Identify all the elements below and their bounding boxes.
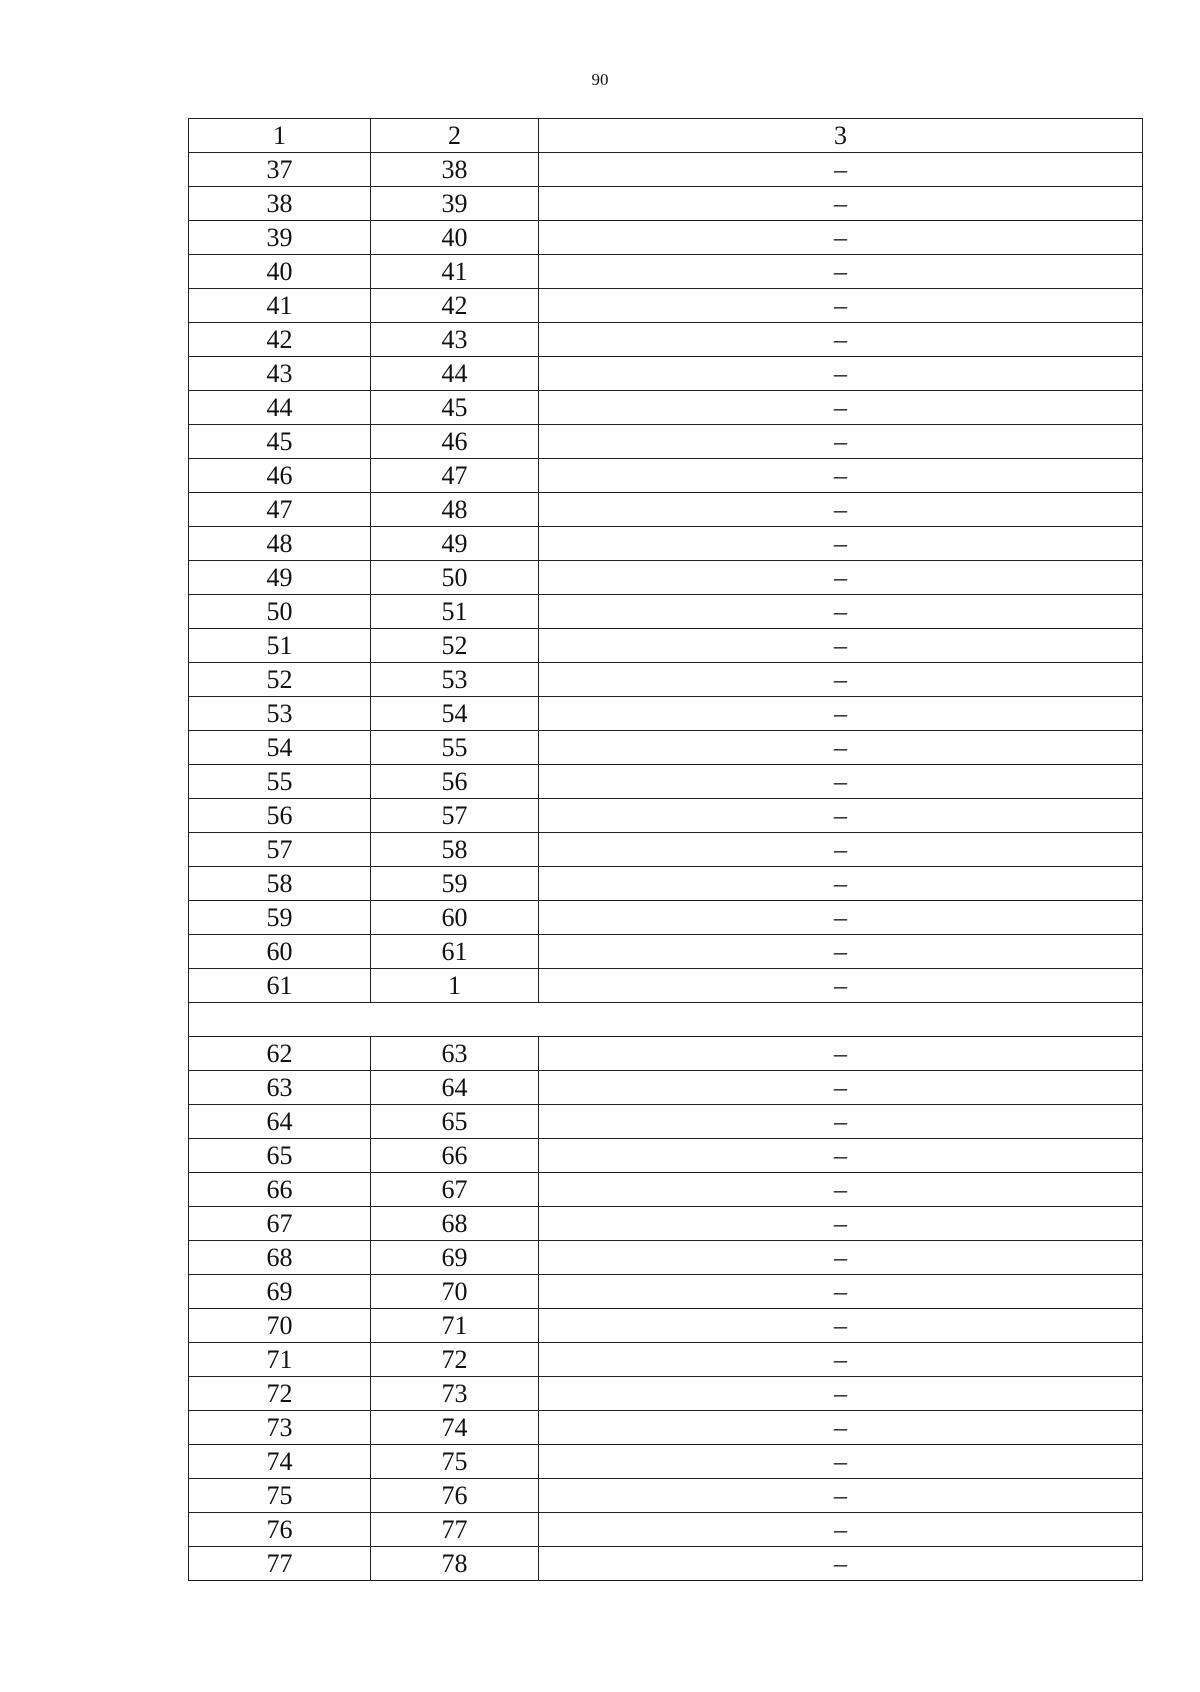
cell-value: – bbox=[539, 1513, 1143, 1547]
cell-to: 67 bbox=[371, 1173, 539, 1207]
cell-from: 51 bbox=[189, 629, 371, 663]
cell-from: 47 bbox=[189, 493, 371, 527]
cell-value: – bbox=[539, 357, 1143, 391]
cell-from: 65 bbox=[189, 1139, 371, 1173]
cell-value: – bbox=[539, 493, 1143, 527]
cell-value: – bbox=[539, 901, 1143, 935]
cell-from: 46 bbox=[189, 459, 371, 493]
cell-value: – bbox=[539, 799, 1143, 833]
cell-from: 43 bbox=[189, 357, 371, 391]
table-row bbox=[189, 153, 1143, 187]
cell-value: – bbox=[539, 1479, 1143, 1513]
cell-to: 59 bbox=[371, 867, 539, 901]
cell-to: 76 bbox=[371, 1479, 539, 1513]
cell-to: 45 bbox=[371, 391, 539, 425]
cell-to: 42 bbox=[371, 289, 539, 323]
cell-to: 50 bbox=[371, 561, 539, 595]
cell-value: – bbox=[539, 1105, 1143, 1139]
cell-to: 77 bbox=[371, 1513, 539, 1547]
table-row bbox=[189, 357, 1143, 391]
cell-from: 52 bbox=[189, 663, 371, 697]
cell-value: – bbox=[539, 425, 1143, 459]
table-row bbox=[189, 969, 1143, 1003]
cell-value: – bbox=[539, 1037, 1143, 1071]
cell-to: 72 bbox=[371, 1343, 539, 1377]
cell-from: 48 bbox=[189, 527, 371, 561]
table-row bbox=[189, 1105, 1143, 1139]
cell-from: 41 bbox=[189, 289, 371, 323]
cell-from: 68 bbox=[189, 1241, 371, 1275]
cell-from: 77 bbox=[189, 1547, 371, 1581]
table-row bbox=[189, 935, 1143, 969]
cell-to: 73 bbox=[371, 1377, 539, 1411]
table-row bbox=[189, 1411, 1143, 1445]
cell-from: 61 bbox=[189, 969, 371, 1003]
cell-to: 44 bbox=[371, 357, 539, 391]
cell-from: 63 bbox=[189, 1071, 371, 1105]
table-row bbox=[189, 221, 1143, 255]
cell-to: 38 bbox=[371, 153, 539, 187]
cell-from: 67 bbox=[189, 1207, 371, 1241]
table-row bbox=[189, 493, 1143, 527]
cell-from: 55 bbox=[189, 765, 371, 799]
table-row bbox=[189, 323, 1143, 357]
table-row bbox=[189, 697, 1143, 731]
cell-from: 60 bbox=[189, 935, 371, 969]
cell-value: – bbox=[539, 391, 1143, 425]
table-row bbox=[189, 1139, 1143, 1173]
cell-value: – bbox=[539, 289, 1143, 323]
separator-cell bbox=[189, 1003, 1143, 1037]
cell-from: 57 bbox=[189, 833, 371, 867]
table-row bbox=[189, 425, 1143, 459]
cell-from: 45 bbox=[189, 425, 371, 459]
cell-value: – bbox=[539, 1411, 1143, 1445]
cell-to: 51 bbox=[371, 595, 539, 629]
table-row bbox=[189, 765, 1143, 799]
header-cell-col3: 3 bbox=[539, 119, 1143, 153]
cell-value: – bbox=[539, 1275, 1143, 1309]
cell-to: 63 bbox=[371, 1037, 539, 1071]
cell-from: 44 bbox=[189, 391, 371, 425]
table-row bbox=[189, 391, 1143, 425]
cell-value: – bbox=[539, 867, 1143, 901]
cell-from: 39 bbox=[189, 221, 371, 255]
cell-from: 37 bbox=[189, 153, 371, 187]
table-row bbox=[189, 1241, 1143, 1275]
cell-value: – bbox=[539, 323, 1143, 357]
cell-from: 72 bbox=[189, 1377, 371, 1411]
header-cell-col1: 1 bbox=[189, 119, 371, 153]
cell-from: 69 bbox=[189, 1275, 371, 1309]
table-row bbox=[189, 629, 1143, 663]
header-cell-col2: 2 bbox=[371, 119, 539, 153]
table-header-row bbox=[189, 119, 1143, 153]
cell-to: 71 bbox=[371, 1309, 539, 1343]
table-row bbox=[189, 561, 1143, 595]
table-row bbox=[189, 1173, 1143, 1207]
cell-to: 61 bbox=[371, 935, 539, 969]
cell-to: 58 bbox=[371, 833, 539, 867]
cell-to: 47 bbox=[371, 459, 539, 493]
table-row bbox=[189, 1309, 1143, 1343]
cell-to: 68 bbox=[371, 1207, 539, 1241]
cell-value: – bbox=[539, 833, 1143, 867]
cell-from: 70 bbox=[189, 1309, 371, 1343]
cell-value: – bbox=[539, 969, 1143, 1003]
cell-value: – bbox=[539, 629, 1143, 663]
cell-to: 74 bbox=[371, 1411, 539, 1445]
cell-to: 49 bbox=[371, 527, 539, 561]
cell-to: 66 bbox=[371, 1139, 539, 1173]
cell-from: 66 bbox=[189, 1173, 371, 1207]
cell-value: – bbox=[539, 1343, 1143, 1377]
cell-from: 58 bbox=[189, 867, 371, 901]
cell-to: 65 bbox=[371, 1105, 539, 1139]
cell-to: 69 bbox=[371, 1241, 539, 1275]
table-row bbox=[189, 1479, 1143, 1513]
cell-to: 53 bbox=[371, 663, 539, 697]
data-table bbox=[188, 118, 1143, 1581]
table-row bbox=[189, 663, 1143, 697]
cell-value: – bbox=[539, 561, 1143, 595]
cell-from: 40 bbox=[189, 255, 371, 289]
cell-value: – bbox=[539, 1445, 1143, 1479]
table-row bbox=[189, 867, 1143, 901]
table-row bbox=[189, 799, 1143, 833]
table-row bbox=[189, 1037, 1143, 1071]
cell-value: – bbox=[539, 255, 1143, 289]
table-row bbox=[189, 1071, 1143, 1105]
cell-value: – bbox=[539, 1139, 1143, 1173]
cell-value: – bbox=[539, 459, 1143, 493]
cell-to: 75 bbox=[371, 1445, 539, 1479]
cell-to: 70 bbox=[371, 1275, 539, 1309]
cell-to: 60 bbox=[371, 901, 539, 935]
cell-from: 53 bbox=[189, 697, 371, 731]
cell-value: – bbox=[539, 153, 1143, 187]
cell-value: – bbox=[539, 1241, 1143, 1275]
table-row bbox=[189, 289, 1143, 323]
cell-from: 75 bbox=[189, 1479, 371, 1513]
table-row bbox=[189, 1275, 1143, 1309]
cell-value: – bbox=[539, 935, 1143, 969]
cell-to: 41 bbox=[371, 255, 539, 289]
cell-to: 1 bbox=[371, 969, 539, 1003]
table-row bbox=[189, 1377, 1143, 1411]
cell-to: 39 bbox=[371, 187, 539, 221]
cell-from: 56 bbox=[189, 799, 371, 833]
table-row bbox=[189, 187, 1143, 221]
cell-to: 43 bbox=[371, 323, 539, 357]
cell-from: 59 bbox=[189, 901, 371, 935]
cell-value: – bbox=[539, 1173, 1143, 1207]
table-row bbox=[189, 1547, 1143, 1581]
cell-value: – bbox=[539, 595, 1143, 629]
cell-to: 52 bbox=[371, 629, 539, 663]
cell-value: – bbox=[539, 697, 1143, 731]
table-row bbox=[189, 527, 1143, 561]
cell-from: 62 bbox=[189, 1037, 371, 1071]
cell-from: 54 bbox=[189, 731, 371, 765]
cell-from: 71 bbox=[189, 1343, 371, 1377]
cell-to: 46 bbox=[371, 425, 539, 459]
cell-value: – bbox=[539, 1071, 1143, 1105]
cell-from: 38 bbox=[189, 187, 371, 221]
cell-value: – bbox=[539, 221, 1143, 255]
page-number: 90 bbox=[591, 70, 609, 89]
cell-from: 76 bbox=[189, 1513, 371, 1547]
cell-value: – bbox=[539, 527, 1143, 561]
cell-to: 54 bbox=[371, 697, 539, 731]
table-row bbox=[189, 255, 1143, 289]
cell-from: 74 bbox=[189, 1445, 371, 1479]
cell-to: 78 bbox=[371, 1547, 539, 1581]
cell-to: 40 bbox=[371, 221, 539, 255]
cell-value: – bbox=[539, 187, 1143, 221]
table-row bbox=[189, 1513, 1143, 1547]
table-row bbox=[189, 901, 1143, 935]
cell-value: – bbox=[539, 1207, 1143, 1241]
table-separator-row bbox=[189, 1003, 1143, 1037]
table-row bbox=[189, 595, 1143, 629]
table-row bbox=[189, 1445, 1143, 1479]
cell-value: – bbox=[539, 663, 1143, 697]
cell-to: 64 bbox=[371, 1071, 539, 1105]
cell-to: 56 bbox=[371, 765, 539, 799]
cell-to: 48 bbox=[371, 493, 539, 527]
cell-from: 64 bbox=[189, 1105, 371, 1139]
table-row bbox=[189, 731, 1143, 765]
table-row bbox=[189, 459, 1143, 493]
cell-to: 57 bbox=[371, 799, 539, 833]
table-row bbox=[189, 1207, 1143, 1241]
cell-value: – bbox=[539, 1377, 1143, 1411]
cell-from: 49 bbox=[189, 561, 371, 595]
table-row bbox=[189, 833, 1143, 867]
cell-from: 50 bbox=[189, 595, 371, 629]
cell-to: 55 bbox=[371, 731, 539, 765]
cell-from: 42 bbox=[189, 323, 371, 357]
cell-value: – bbox=[539, 731, 1143, 765]
table-row bbox=[189, 1343, 1143, 1377]
cell-value: – bbox=[539, 1547, 1143, 1581]
table-body bbox=[189, 119, 1143, 1581]
cell-value: – bbox=[539, 765, 1143, 799]
cell-value: – bbox=[539, 1309, 1143, 1343]
cell-from: 73 bbox=[189, 1411, 371, 1445]
